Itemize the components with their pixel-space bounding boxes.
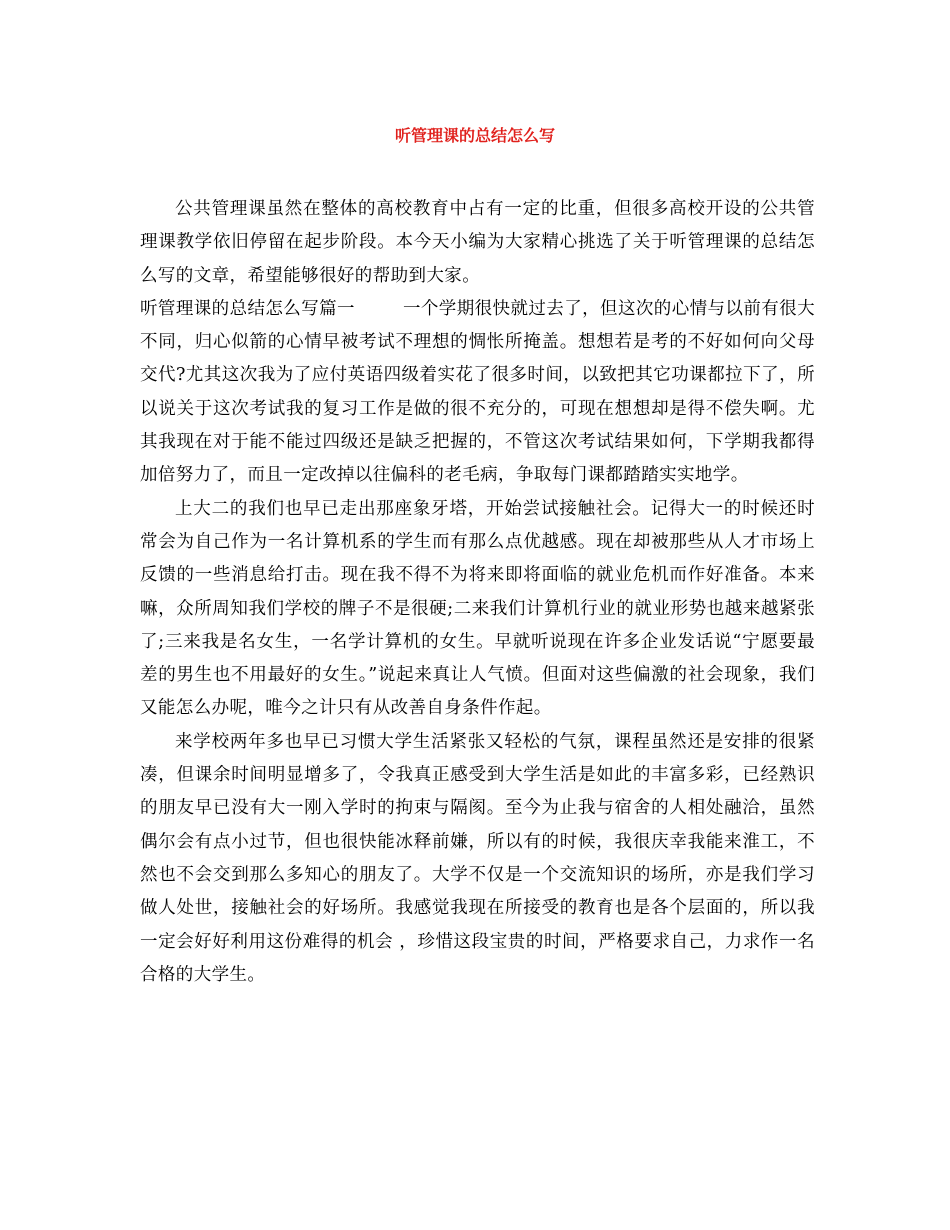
paragraph-2: 上大二的我们也早已走出那座象牙塔，开始尝试接触社会。记得大一的时候还时常会为自己作为一名计算机系的学生而有那么点优越感。现在却被那些从人才市场上反馈的一些消息给打击。现在我不得不为将来即将面临的就业危机而作好准备。本来嘛，众所周知我们学校的牌子不是很硬;二来我们计算机行业的就业形势也越来越紧张了;三来我是名女生，一名学计算机的女生。早就听说现在许多企业发话说“宁愿要最差的男生也不用最好的女生。”说起来真让人气愤。但面对这些偏激的社会现象，我们又能怎么办呢，唯今之计只有从改善自身条件作起。 bbox=[140, 498, 815, 719]
section-heading: 听管理课的总结怎么写篇一 bbox=[140, 298, 355, 319]
document-body bbox=[140, 193, 815, 992]
paragraph-3: 来学校两年多也早已习惯大学生活紧张又轻松的气氛，课程虽然还是安排的很紧凑，但课余时间明显增多了，令我真正感受到大学生活是如此的丰富多彩，已经熟识的朋友早已没有大一刚入学时的拘束与隔阂。至今为止我与宿舍的人相处融洽，虽然偶尔会有点小过节，但也很快能冰释前嫌，所以有的时候，我很庆幸我能来淮工，不然也不会交到那么多知心的朋友了。大学不仅是一个交流知识的场所，亦是我们学习做人处世，接触社会的好场所。我感觉我现在所接受的教育也是各个层面的，所以我一定会好好利用这份难得的机会 ，珍惜这段宝贵的时间，严格要求自己，力求作一名合格的大学生。 bbox=[140, 731, 815, 985]
document-title: 听管理课的总结怎么写 bbox=[394, 126, 555, 145]
intro-paragraph: 公共管理课虽然在整体的高校教育中占有一定的比重，但很多高校开设的公共管理课教学依旧停留在起步阶段。本今天小编为大家精心挑选了关于听管理课的总结怎么写的文章，希望能够很好的帮助到大家。 bbox=[140, 199, 815, 286]
section-paragraph-1 bbox=[140, 293, 815, 493]
paragraph-1-text: 一个学期很快就过去了，但这次的心情与以前有很大不同，归心似箭的心情早被考试不理想的惆怅所掩盖。想想若是考的不好如何向父母交代?尤其这次我为了应付英语四级着实花了很多时间，以致把其它功课都拉下了，所以说关于这次考试我的复习工作是做的很不充分的，可现在想想却是得不偿失啊。尤其我现在对于能不能过四级还是缺乏把握的，不管这次考试结果如何，下学期我都得加倍努力了，而且一定改掉以往偏科的老毛病，争取每门课都踏踏实实地学。 bbox=[140, 298, 815, 486]
